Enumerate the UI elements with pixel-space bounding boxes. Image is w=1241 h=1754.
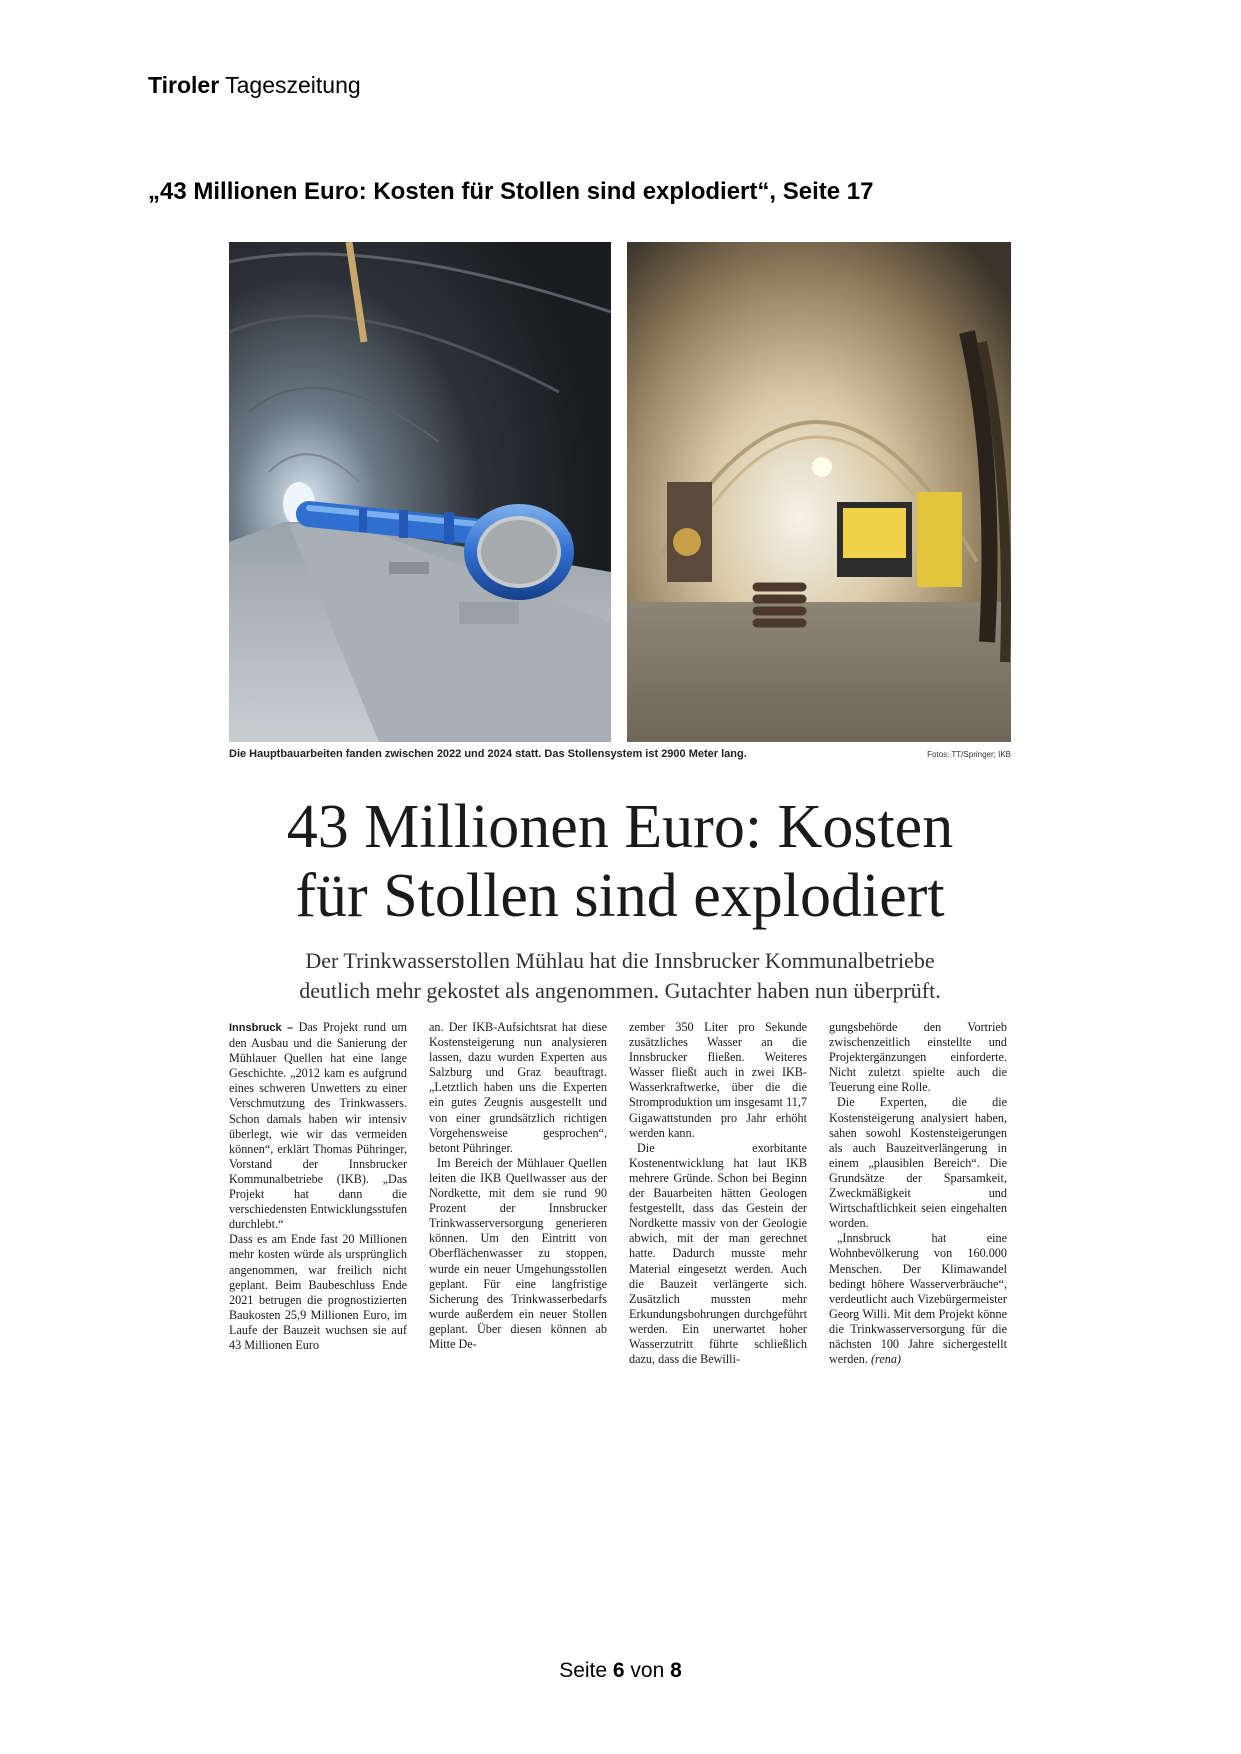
photo-strip [229,242,1011,742]
article-column-4 [829,1020,1007,1367]
article-body [229,1020,1011,1410]
photo-caption: Die Hauptbauarbeiten fanden zwischen 2022 und 2024 statt. Das Stollensystem ist 2900 Meter lang. [229,748,747,760]
paragraph-text: Das Projekt rund um den Ausbau und die Sanierung der Mühlauer Quellen hat eine lange Geschichte. „2012 kam es aufgrund eines schweren Unwetters zu einer Verschmutzung des Trinkwassers. Schon damals haben wir intensiv überlegt, wie wir das vermeiden können“, erklärt Thomas Pühringer, Vorstand der Innsbrucker Kommunalbetriebe (IKB). „Das Projekt hat dann die verschiedensten Entwicklungsstufen durchlebt.“ [229,1020,407,1232]
publication-header [148,72,361,99]
article-paragraph: Im Bereich der Mühlauer Quellen leiten die IKB Quellwasser aus der Nordkette, mit dem sie rund 90 Prozent der Innsbrucker Trinkwasserversorgung generieren können. Um den Eintritt von Oberflächenwasser zu stoppen, wurde ein neuer Umgehungsstollen geplant. Für eine langfristige Sicherung des Trinkwasserbedarfs wurde außerdem ein neuer Stollen geplant. Über diesen können ab Mitte De- [429,1155,607,1351]
article-paragraph [829,1231,1007,1367]
footer-page-total: 8 [670,1659,682,1682]
footer-page-number: 6 [612,1659,625,1682]
document-title: „43 Millionen Euro: Kosten für Stollen sind explodiert“, Seite 17 [148,178,874,205]
brand-bold: Tiroler [148,72,220,98]
paragraph-text: „Innsbruck hat eine Wohnbevölkerung von 160.000 Menschen. Der Klimawandel bedingt höhere Wasserverbräuche“, verdeutlicht auch Vizebürgermeister Georg Willi. Mit dem Projekt könne die Trinkwasserversorgung für die nächsten 100 Jahre sichergestellt werden. [829,1231,1007,1367]
photo-construction-site [627,242,1011,742]
article-paragraph: zember 350 Liter pro Sekunde zusätzliches Wasser an die Innsbrucker fließen. Weiteres Wasser fließt auch in zwei IKB-Wasserkraftwerke, über die die Stromproduktion um insgesamt 11,7 Gigawattstunden pro Jahr erhöht werden kann. [629,1020,807,1140]
article-paragraph: Dass es am Ende fast 20 Millionen mehr kosten würde als ursprünglich angenommen, war freilich nicht geplant. Beim Baubeschluss Ende 2021 betrugen die prognostizierten Baukosten 25,9 Millionen Euro, im Laufe der Bauzeit wuchsen sie auf 43 Millionen Euro [229,1232,407,1352]
brand-rest: Tageszeitung [219,72,361,98]
article-column-2 [429,1020,607,1352]
article-headline-line1: 43 Millionen Euro: Kosten [286,793,954,861]
construction-site-image [627,242,1011,742]
footer-middle: von [624,1659,671,1682]
article-headline-line2: für Stollen sind explodiert [295,862,945,930]
tunnel-pipe-image [229,242,611,742]
dateline: Innsbruck – [229,1022,294,1034]
article-column-1 [229,1020,407,1353]
article-subline-line1: Der Trinkwasserstollen Mühlau hat die Innsbrucker Kommunalbetriebe [305,948,935,973]
article-subline-line2: deutlich mehr gekostet als angenommen. Gutachter haben nun überprüft. [299,978,941,1003]
article-paragraph: gungsbehörde den Vortrieb zwischenzeitlich einstellte und Projektergänzungen einforderte. Nicht zuletzt spielte auch die Teuerung eine Rolle. [829,1020,1007,1095]
article-paragraph: Die exorbitante Kostenentwicklung hat laut IKB mehrere Gründe. Schon bei Beginn der Bauarbeiten hätten Geologen festgestellt, dass das Gestein der Nordkette massiv von der Geologie abwich, mit der man gerechnet hatte. Dadurch musste mehr Material eingesetzt werden. Auch die Bauzeit verlängerte sich. Zusätzlich mussten mehr Erkundungsbohrungen durchgeführt werden. Ein unerwartet hoher Wasserzutritt führte schließlich dazu, dass die Bewilli- [629,1140,807,1367]
photo-credit: Fotos: TT/Springer; IKB [927,750,1011,759]
article-paragraph: an. Der IKB-Aufsichtsrat hat diese Kostensteigerung nun analysieren lassen, dazu wurden Experten aus Salzburg und Graz beauftragt. „Letztlich haben uns die Experten ein gutes Zeugnis ausgestellt und von einer grundsätzlich richtigen Vorgehensweise gesprochen“, betont Pühringer. [429,1020,607,1155]
article-column-3 [629,1020,807,1367]
page-footer [0,1659,1241,1683]
article-paragraph: Die Experten, die die Kostensteigerung analysiert haben, sahen sowohl Kostensteigerungen als auch Bauzeitverlängerung in einem „plausiblen Bereich“. Die Grundsätze der Sparsamkeit, Zweckmäßigkeit und Wirtschaftlichkeit seien eingehalten worden. [829,1095,1007,1231]
photo-tunnel-pipe [229,242,611,742]
author-signature: (rena) [870,1352,901,1367]
article-paragraph [229,1020,407,1232]
footer-prefix: Seite [559,1659,613,1682]
